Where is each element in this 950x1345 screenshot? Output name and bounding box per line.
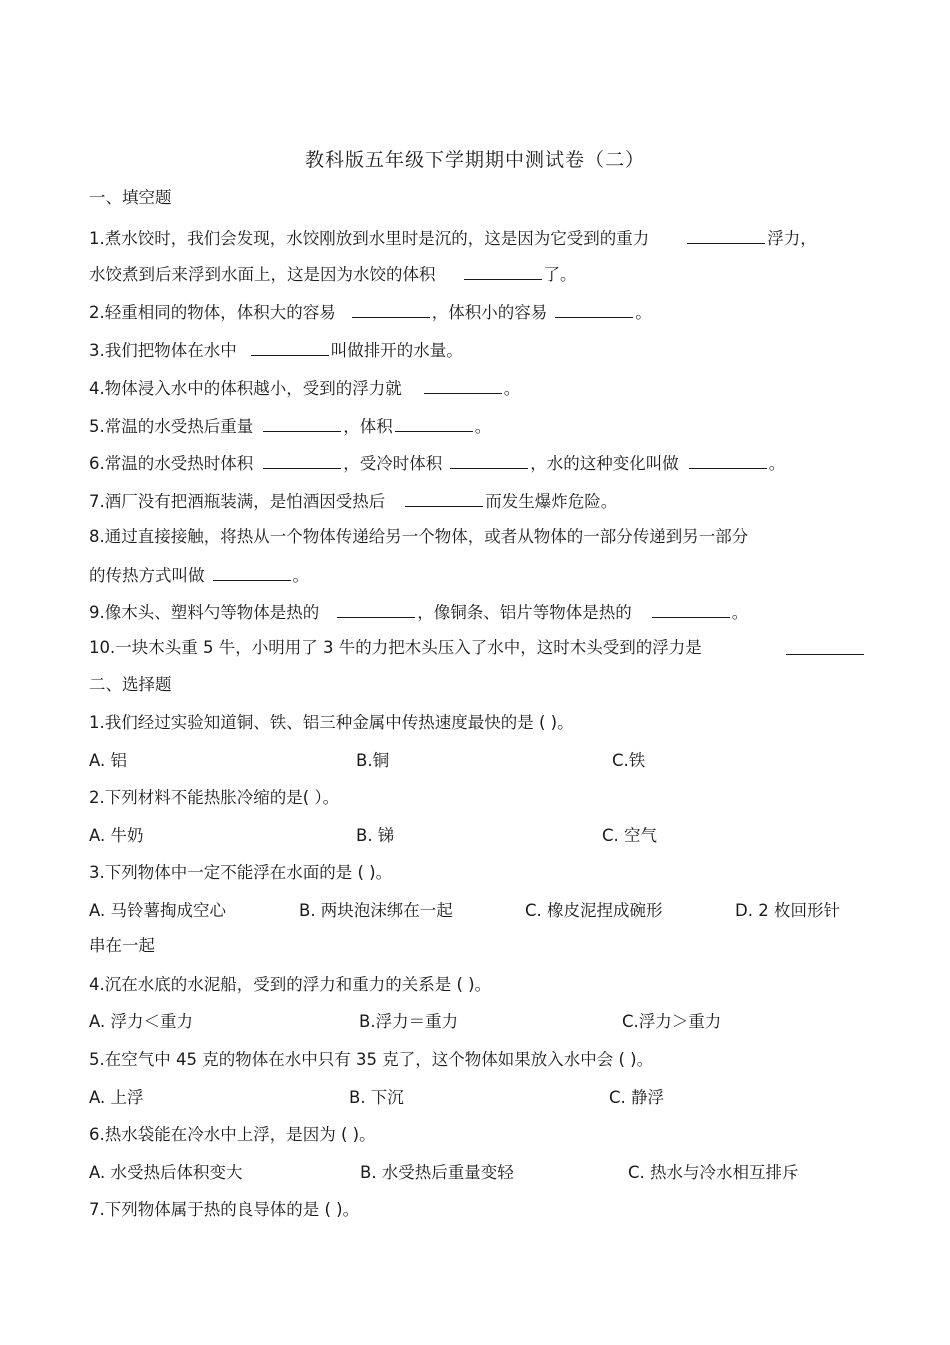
- question-fill-8a: 8.通过直接接触，将热从一个物体传递给另一个物体，或者从物体的一部分传递到另一部分: [89, 527, 749, 546]
- question-fill-3: [89, 339, 463, 361]
- question-fill-1a: [89, 227, 817, 249]
- option-c3-d-cont: 串在一起: [89, 936, 155, 955]
- q2-text: 2.轻重相同的物体，体积大的容易: [89, 303, 336, 322]
- option-c3-d: D. 2 枚回形针: [735, 901, 840, 920]
- question-choice-2: 2.下列材料不能热胀冷缩的是( ）。: [89, 788, 340, 807]
- option-c3-a: A. 马铃薯掏成空心: [89, 901, 226, 920]
- option-c2-c: C. 空气: [602, 826, 658, 845]
- question-choice-4: 4.沉在水底的水泥船，受到的浮力和重力的关系是 ( )。: [89, 975, 492, 994]
- q9-tail: 。: [731, 603, 749, 622]
- q9-mid: ，像铜条、铝片等物体是热的: [417, 603, 632, 622]
- question-choice-3: 3.下列物体中一定不能浮在水面的是 ( )。: [89, 863, 393, 882]
- option-c4-c: C.浮力＞重力: [622, 1012, 722, 1031]
- q1a-text: 1.煮水饺时，我们会发现，水饺刚放到水里时是沉的，这是因为它受到的重力: [89, 229, 650, 248]
- q7-tail: 而发生爆炸危险。: [485, 492, 618, 511]
- q1b-tail: 了。: [543, 265, 577, 284]
- q1a-tail: 浮力，: [767, 229, 817, 248]
- answer-blank: [395, 415, 473, 432]
- question-fill-7: [89, 490, 617, 512]
- answer-blank: [424, 377, 502, 394]
- q3-text: 3.我们把物体在水中: [89, 341, 237, 360]
- option-c3-b: B. 两块泡沫绑在一起: [299, 901, 453, 920]
- option-c4-b: B.浮力＝重力: [359, 1012, 459, 1031]
- question-choice-1: 1.我们经过实验知道铜、铁、铝三种金属中传热速度最快的是 ( )。: [89, 713, 574, 732]
- q5-mid: ，体积: [343, 417, 393, 436]
- answer-blank: [251, 339, 329, 356]
- answer-blank: [263, 452, 341, 469]
- answer-blank: [652, 601, 730, 618]
- question-fill-9: [89, 601, 748, 623]
- q8b-tail: 。: [292, 566, 309, 585]
- option-c5-c: C. 静浮: [609, 1088, 665, 1107]
- answer-blank: [213, 564, 291, 581]
- option-c5-b: B. 下沉: [349, 1088, 404, 1107]
- answer-blank: [464, 263, 542, 280]
- answer-blank: [786, 638, 864, 655]
- question-fill-2: [89, 301, 652, 323]
- page-title: 教科版五年级下学期期中测试卷（二）: [304, 149, 645, 171]
- answer-blank: [352, 301, 430, 318]
- question-fill-5: [89, 415, 491, 437]
- q6-tail: 。: [768, 454, 786, 473]
- q7-text: 7.酒厂没有把酒瓶装满，是怕酒因受热后: [89, 492, 386, 511]
- answer-blank: [450, 452, 528, 469]
- q3-tail: 叫做排开的水量。: [330, 341, 463, 360]
- question-choice-5: 5.在空气中 45 克的物体在水中只有 35 克了，这个物体如果放入水中会 ( )。: [89, 1050, 654, 1069]
- option-c2-a: A. 牛奶: [89, 826, 144, 845]
- q2-mid: ，体积小的容易: [431, 303, 548, 322]
- option-c6-c: C. 热水与冷水相互排斥: [628, 1163, 799, 1182]
- q8b-text: 的传热方式叫做: [89, 566, 205, 585]
- answer-blank: [263, 415, 341, 432]
- section-fill-heading: 一、填空题: [89, 188, 172, 207]
- q4-tail: 。: [503, 379, 521, 398]
- q6-mid1: ，受冷时体积: [343, 454, 443, 473]
- answer-blank: [337, 601, 415, 618]
- option-c6-b: B. 水受热后重量变轻: [360, 1163, 514, 1182]
- option-c1-a: A. 铝: [89, 751, 127, 770]
- answer-blank: [687, 227, 765, 244]
- q6-mid2: ，水的这种变化叫做: [530, 454, 679, 473]
- question-fill-10: [89, 638, 702, 658]
- q2-tail: 。: [635, 303, 652, 322]
- option-c1-b: B.铜: [356, 751, 390, 770]
- q10-blank-wrap: [784, 638, 866, 660]
- question-choice-7: 7.下列物体属于热的良导体的是 ( )。: [89, 1200, 360, 1219]
- answer-blank: [405, 490, 483, 507]
- question-fill-4: [89, 377, 520, 399]
- question-choice-6: 6.热水袋能在冷水中上浮，是因为 ( )。: [89, 1125, 376, 1144]
- q9-text: 9.像木头、塑料勺等物体是热的: [89, 603, 320, 622]
- q1b-text: 水饺煮到后来浮到水面上，这是因为水饺的体积: [89, 265, 436, 284]
- option-c5-a: A. 上浮: [89, 1088, 144, 1107]
- option-c2-b: B. 锑: [356, 826, 395, 845]
- q6-text: 6.常温的水受热时体积: [89, 454, 254, 473]
- question-fill-1b: [89, 263, 577, 285]
- q5-text: 5.常温的水受热后重量: [89, 417, 254, 436]
- answer-blank: [555, 301, 633, 318]
- question-fill-6: [89, 452, 785, 474]
- answer-blank: [689, 452, 767, 469]
- q5-tail: 。: [474, 417, 492, 436]
- q10-text: 10.一块木头重 5 牛，小明用了 3 牛的力把木头压入了水中，这时木头受到的浮力是: [89, 638, 702, 657]
- option-c6-a: A. 水受热后体积变大: [89, 1163, 243, 1182]
- section-choice-heading: 二、选择题: [89, 675, 172, 694]
- option-c3-c: C. 橡皮泥捏成碗形: [525, 901, 663, 920]
- q4-text: 4.物体浸入水中的体积越小，受到的浮力就: [89, 379, 402, 398]
- question-fill-8b: [89, 564, 309, 586]
- option-c1-c: C.铁: [612, 751, 646, 770]
- option-c4-a: A. 浮力＜重力: [89, 1012, 193, 1031]
